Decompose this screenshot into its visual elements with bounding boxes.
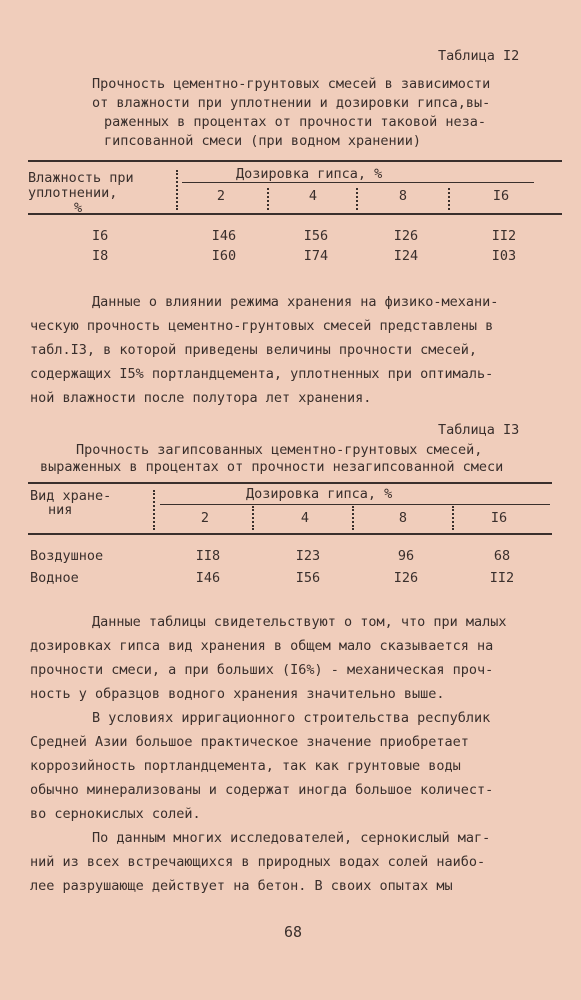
paragraph-line: ной влажности после полутора лет хранения. xyxy=(30,390,372,406)
table13-cell: I46 xyxy=(195,570,221,586)
table13-col-header: 4 xyxy=(300,510,310,526)
paragraph-line: коррозийность портландцемента, так как грунтовые воды xyxy=(30,758,461,774)
table12-header-rule xyxy=(28,213,562,215)
paragraph-line: лее разрушающе действует на бетон. В своих опытах мы xyxy=(30,878,453,894)
table12-col-header: I6 xyxy=(492,188,510,204)
table12-col-divider xyxy=(356,188,358,210)
table13-cell: 68 xyxy=(493,548,511,564)
table12-row-label: I6 xyxy=(92,228,109,244)
table12-group-header: Дозировка гипса, % xyxy=(236,166,383,182)
table13-cell: I26 xyxy=(393,570,419,586)
table13-cell: I23 xyxy=(295,548,321,564)
table12-rowhead-line: Влажность при xyxy=(28,170,134,186)
paragraph-line: дозировках гипса вид хранения в общем мало сказывается на xyxy=(30,638,494,654)
table13-row-label: Водное xyxy=(30,570,79,586)
table13-cell: 96 xyxy=(397,548,415,564)
table12-label: Таблица I2 xyxy=(438,48,520,64)
table12-cell: I74 xyxy=(303,248,329,264)
table12-col-header: 2 xyxy=(216,188,226,204)
table12-cell: I60 xyxy=(211,248,237,264)
table12-cell: I56 xyxy=(303,228,329,244)
table13-group-header: Дозировка гипса, % xyxy=(246,486,393,502)
table13-title-line: Прочность загипсованных цементно-грунтовых смесей, xyxy=(76,442,483,458)
table13-title-line: выраженных в процентах от прочности незагипсованной смеси xyxy=(40,459,504,475)
paragraph-line: табл.I3, в которой приведены величины прочности смесей, xyxy=(30,342,478,358)
table12-title-line: от влажности при уплотнении и дозировки гипса,вы- xyxy=(92,95,491,111)
paragraph-line: Средней Азии большое практическое значение приобретает xyxy=(30,734,469,750)
table13-label: Таблица I3 xyxy=(438,422,520,438)
table12-title-line: гипсованной смеси (при водном хранении) xyxy=(104,133,421,149)
table13-col-header: 2 xyxy=(200,510,210,526)
paragraph-line: содержащих I5% портландцемента, уплотненных при оптималь- xyxy=(30,366,494,382)
paragraph-line: По данным многих исследователей, сернокислый маг- xyxy=(92,830,491,846)
table13-divider xyxy=(153,490,155,530)
table12-col-divider xyxy=(448,188,450,210)
table12-rowhead-line: уплотнении, xyxy=(28,185,118,201)
table13-rowhead-line: ния xyxy=(48,502,73,518)
table13-row-label: Воздушное xyxy=(30,548,104,564)
table12-col-divider xyxy=(267,188,269,210)
table13-cell: II8 xyxy=(195,548,221,564)
table12-cell: I46 xyxy=(211,228,237,244)
table13-header-rule xyxy=(28,533,552,535)
paragraph-line: Данные о влиянии режима хранения на физико-механи- xyxy=(92,294,499,310)
table12-row-label: I8 xyxy=(92,248,109,264)
table13-col-header: I6 xyxy=(490,510,508,526)
table13-col-divider xyxy=(252,506,254,530)
paragraph-line: во сернокислых солей. xyxy=(30,806,201,822)
paragraph-line: ний из всех встречающихся в природных водах солей наибо- xyxy=(30,854,486,870)
table12-divider xyxy=(176,170,178,210)
table12-cell: I26 xyxy=(393,228,419,244)
table12-col-header: 8 xyxy=(398,188,408,204)
table13-col-header: 8 xyxy=(398,510,408,526)
table13-col-divider xyxy=(352,506,354,530)
paragraph-line: В условиях ирригационного строительства республик xyxy=(92,710,491,726)
table12-top-rule xyxy=(28,160,562,162)
table12-title-line: раженных в процентах от прочности таковой неза- xyxy=(104,114,487,130)
paragraph-line: прочности смеси, а при больших (I6%) - механическая проч- xyxy=(30,662,494,678)
paragraph-line: ность у образцов водного хранения значительно выше. xyxy=(30,686,445,702)
table12-cell: I24 xyxy=(393,248,419,264)
table12-title-line: Прочность цементно-грунтовых смесей в зависимости xyxy=(92,76,491,92)
table12-group-rule xyxy=(182,182,534,183)
table13-group-rule xyxy=(160,504,550,505)
table13-rowhead-line: Вид хране- xyxy=(30,488,112,504)
paragraph-line: Данные таблицы свидетельствуют о том, что при малых xyxy=(92,614,507,630)
table13-cell: II2 xyxy=(489,570,515,586)
page-number: 68 xyxy=(284,923,303,941)
table12-col-header: 4 xyxy=(308,188,318,204)
paragraph-line: обычно минерализованы и содержат иногда большое количест- xyxy=(30,782,494,798)
table13-col-divider xyxy=(452,506,454,530)
table12-rowhead-line: % xyxy=(74,200,83,216)
table12-cell: I03 xyxy=(491,248,517,264)
table12-cell: II2 xyxy=(491,228,517,244)
paragraph-line: ческую прочность цементно-грунтовых смесей представлены в xyxy=(30,318,494,334)
table13-cell: I56 xyxy=(295,570,321,586)
